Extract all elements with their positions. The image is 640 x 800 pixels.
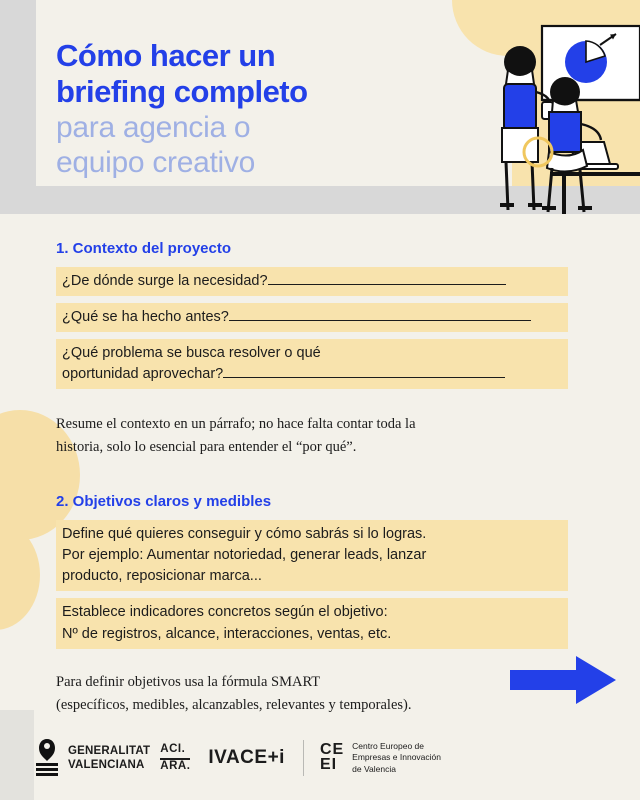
ceei-desc-line-1: Centro Europeo de [352,740,424,751]
content [0,214,640,717]
field-row-antes[interactable] [56,303,568,332]
field-label-problema-line1: ¿Qué problema se busca resolver o qué [62,345,321,362]
aci-line: ACI. [160,743,190,760]
ceei-logo [320,741,441,775]
field-blank-antes[interactable] [229,308,531,321]
ceei-desc-line-2: Empresas e Innovación [352,752,441,763]
title-line-2: briefing completo [56,73,308,109]
objectives-indicators-line-1: Establece indicadores concretos según el objetivo: [62,604,388,621]
objectives-indicators-line-2: Nº de registros, alcance, interacciones, ventas, etc. [62,625,392,642]
generalitat-valenciana-text [68,744,150,773]
title-line-1: Cómo hacer un [56,38,276,73]
field-label-origen: ¿De dónde surge la necesidad? [62,273,268,289]
aci-ara-logo [160,743,190,774]
gva-line-2: VALENCIANA [68,759,145,771]
page-title [56,38,436,180]
subtitle-line-1: para agencia o [56,110,251,144]
objectives-block-indicators [56,598,568,648]
footer-logos [0,716,640,800]
section-2-note-line-2: (específicos, medibles, alcanzables, relevantes y temporales). [56,696,412,713]
objectives-block-definition [56,520,568,591]
section-1-title: 1. Contexto del proyecto [56,240,232,257]
gva-line-1: GENERALITAT [68,744,151,757]
objectives-definition-line-2: Por ejemplo: Aumentar notoriedad, generar leads, lanzar [62,547,427,564]
field-label-problema-line2: oportunidad aprovechar? [62,366,224,383]
field-row-origen[interactable] [56,267,568,296]
field-label-antes: ¿Qué se ha hecho antes? [62,309,229,326]
footer-divider [303,740,304,776]
subtitle-line-2: equipo creativo [56,146,255,179]
ivace-logo: IVACE+i [208,747,285,768]
field-row-problema[interactable] [56,339,568,389]
section-2-note [56,671,576,717]
ceei-desc-line-3: de Valencia [352,763,396,774]
ceei-mark-line-2: EI [319,756,338,773]
header [0,0,640,214]
generalitat-crest-icon [34,737,60,779]
section-1-note-line-2: historia, solo lo esencial para entender el “por qué”. [56,439,357,456]
illustration-team-presentation [400,0,640,214]
ceei-description [352,741,441,775]
ara-line: ARA. [160,759,191,772]
field-blank-problema[interactable] [223,365,505,378]
section-1-note-line-1: Resume el contexto en un párrafo; no hace falta contar toda la [56,416,416,433]
section-1-note [56,413,576,459]
objectives-definition-line-1: Define qué quieres conseguir y cómo sabrás si lo logras. [62,526,427,543]
ceei-mark [320,743,344,772]
section-2-title: 2. Objetivos claros y medibles [56,493,272,511]
section-2-note-line-1: Para definir objetivos usa la fórmula SMART [56,673,321,690]
generalitat-valenciana-logo [34,737,150,779]
objectives-definition-line-3: producto, reposicionar marca... [62,568,262,585]
arrow-right-icon[interactable] [508,652,618,708]
ceei-mark-line-1: CE [319,741,345,759]
field-blank-origen[interactable] [268,272,506,285]
